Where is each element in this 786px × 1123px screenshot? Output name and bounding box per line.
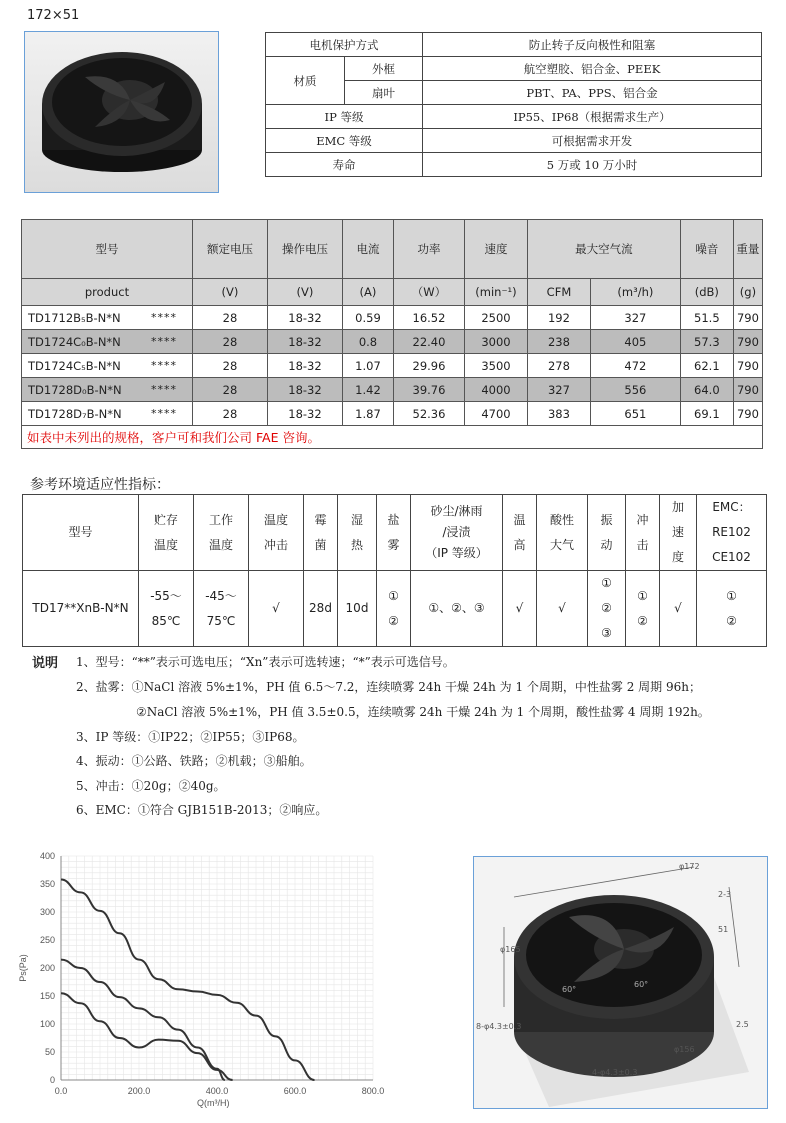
spec-label: 电机保护方式	[266, 33, 423, 57]
cell: 69.1	[680, 402, 733, 426]
model-cell: TD1724C₅B-N*N	[22, 354, 137, 378]
perf-header: 额定电压	[192, 220, 267, 279]
env-cell: √	[503, 571, 537, 647]
perf-row	[22, 402, 763, 426]
spec-label: EMC 等级	[266, 129, 423, 153]
spec-row	[266, 105, 762, 129]
cell: 405	[590, 330, 680, 354]
cell: 16.52	[393, 306, 464, 330]
cell: 327	[527, 378, 590, 402]
y-tick-label: 250	[39, 935, 55, 945]
perf-unit: (min⁻¹)	[464, 279, 527, 306]
dim-label: 60°	[562, 985, 577, 994]
cell: 28	[192, 306, 267, 330]
perf-header: 操作电压	[267, 220, 342, 279]
stars-cell: ****	[136, 402, 192, 426]
fan-image	[25, 32, 218, 192]
perf-unit: (m³/h)	[590, 279, 680, 306]
env-header: 酸性 大气	[537, 495, 588, 571]
cell: 39.76	[393, 378, 464, 402]
stars-cell: ****	[136, 306, 192, 330]
env-header-row	[23, 495, 767, 571]
pq-curve-chart	[14, 846, 394, 1116]
env-cell: 28d	[304, 571, 338, 647]
env-header: 砂尘/淋雨 /浸渍 （IP 等级）	[411, 495, 503, 571]
cell: 472	[590, 354, 680, 378]
note-line: 3、IP 等级：①IP22；②IP55；③IP68。	[76, 730, 305, 744]
perf-header: 电流	[342, 220, 393, 279]
env-header: 振 动	[588, 495, 626, 571]
spec-label: 寿命	[266, 153, 423, 177]
dim-label: φ165	[500, 945, 521, 954]
model-cell: TD1712B₅B-N*N	[22, 306, 137, 330]
env-cell: -55～ 85℃	[139, 571, 194, 647]
cell: 790	[733, 402, 762, 426]
fan-photo	[24, 31, 219, 193]
cell: 1.07	[342, 354, 393, 378]
y-tick-label: 400	[39, 851, 55, 861]
env-value-row	[23, 571, 767, 647]
x-tick-label: 800.0	[361, 1086, 385, 1096]
y-tick-label: 150	[39, 991, 55, 1001]
perf-header: 速度	[464, 220, 527, 279]
cell: 383	[527, 402, 590, 426]
perf-header: 最大空气流	[527, 220, 680, 279]
perf-units-row	[22, 279, 763, 306]
cell: 18-32	[267, 402, 342, 426]
env-section-title: 参考环境适应性指标：	[30, 477, 170, 493]
env-cell: ① ② ③	[588, 571, 626, 647]
note-line: 6、EMC：①符合 GJB151B-2013；②响应。	[76, 803, 328, 817]
cell: 57.3	[680, 330, 733, 354]
cell: 4000	[464, 378, 527, 402]
cell: 29.96	[393, 354, 464, 378]
perf-row	[22, 378, 763, 402]
env-header: 温 高	[503, 495, 537, 571]
dim-label: 60°	[634, 980, 649, 989]
y-tick-label: 200	[39, 963, 55, 973]
spec-value: 5 万或 10 万小时	[423, 153, 762, 177]
perf-unit: (V)	[267, 279, 342, 306]
y-tick-label: 100	[39, 1019, 55, 1029]
x-tick-label: 400.0	[205, 1086, 229, 1096]
perf-header: 重量	[733, 220, 762, 279]
dim-label: 51	[718, 925, 729, 934]
cell: 238	[527, 330, 590, 354]
env-header: 霉 菌	[304, 495, 338, 571]
notes-label: 说明	[32, 656, 59, 671]
env-cell: TD17**XnB-N*N	[23, 571, 139, 647]
y-tick-label: 300	[39, 907, 55, 917]
env-header: 温度 冲击	[249, 495, 304, 571]
note-line: 1、型号：“**”表示可选电压；“Xn”表示可选转速；“*”表示可选信号。	[76, 655, 455, 669]
cell: 1.87	[342, 402, 393, 426]
pq-curve	[61, 960, 225, 1080]
cell: 790	[733, 378, 762, 402]
cell: 28	[192, 402, 267, 426]
env-cell: ① ②	[697, 571, 767, 647]
spec-label: IP 等级	[266, 105, 423, 129]
cell: 18-32	[267, 330, 342, 354]
cell: 28	[192, 354, 267, 378]
perf-header: 型号	[22, 220, 193, 279]
cell: 4700	[464, 402, 527, 426]
cell: 51.5	[680, 306, 733, 330]
env-table	[22, 494, 767, 647]
spec-sublabel: 扇叶	[345, 81, 423, 105]
dimension-drawing	[473, 856, 768, 1109]
perf-unit: CFM	[527, 279, 590, 306]
cell: 790	[733, 330, 762, 354]
env-header: 冲 击	[626, 495, 660, 571]
cell: 2500	[464, 306, 527, 330]
stars-cell: ****	[136, 330, 192, 354]
env-cell: √	[249, 571, 304, 647]
perf-unit: （W）	[393, 279, 464, 306]
cell: 28	[192, 330, 267, 354]
spec-value: PBT、PA、PPS、铝合金	[423, 81, 762, 105]
footnote-row	[22, 426, 763, 449]
spec-sublabel: 外框	[345, 57, 423, 81]
perf-header: 噪音	[680, 220, 733, 279]
cell: 0.8	[342, 330, 393, 354]
dim-label: 8-φ4.3±0.3	[476, 1022, 522, 1031]
cell: 1.42	[342, 378, 393, 402]
env-cell: √	[537, 571, 588, 647]
model-cell: TD1728D₀B-N*N	[22, 378, 137, 402]
note-line: 5、冲击：①20g；②40g。	[76, 779, 226, 793]
env-cell: -45～ 75℃	[194, 571, 249, 647]
spec-value: 航空塑胶、铝合金、PEEK	[423, 57, 762, 81]
spec-label: 材质	[266, 57, 345, 105]
cell: 278	[527, 354, 590, 378]
cell: 3000	[464, 330, 527, 354]
cell: 0.59	[342, 306, 393, 330]
dimension-image	[474, 857, 767, 1108]
cell: 3500	[464, 354, 527, 378]
env-header: 型号	[23, 495, 139, 571]
x-tick-label: 0.0	[54, 1086, 68, 1096]
y-tick-label: 0	[49, 1075, 55, 1085]
env-cell: 10d	[338, 571, 377, 647]
dim-label: 2-3	[718, 890, 732, 899]
cell: 18-32	[267, 378, 342, 402]
note-line: 2、盐雾：①NaCl 溶液 5%±1%，PH 值 6.5～7.2，连续喷雾 24h 干燥 24h 为 1 个周期，中性盐雾 2 周期 96h；	[76, 680, 701, 694]
perf-header-row	[22, 220, 763, 279]
perf-unit: (g)	[733, 279, 762, 306]
env-cell: ①、②、③	[411, 571, 503, 647]
perf-header: 功率	[393, 220, 464, 279]
spec-row	[266, 129, 762, 153]
stars-cell: ****	[136, 378, 192, 402]
cell: 790	[733, 354, 762, 378]
spec-value: IP55、IP68（根据需求生产）	[423, 105, 762, 129]
cell: 790	[733, 306, 762, 330]
model-cell: TD1728D₇B-N*N	[22, 402, 137, 426]
dim-label: 2.5	[736, 1020, 749, 1029]
spec-value: 可根据需求开发	[423, 129, 762, 153]
cell: 651	[590, 402, 680, 426]
cell: 62.1	[680, 354, 733, 378]
env-header: 加 速 度	[660, 495, 697, 571]
dim-label: 4-φ4.3±0.3	[592, 1068, 638, 1077]
y-tick-label: 50	[44, 1047, 55, 1057]
env-header: 工作 温度	[194, 495, 249, 571]
spec-value: 防止转子反向极性和阻塞	[423, 33, 762, 57]
spec-row	[266, 33, 762, 57]
cell: 327	[590, 306, 680, 330]
env-cell: ① ②	[377, 571, 411, 647]
x-axis-label: Q(m³/H)	[197, 1098, 230, 1108]
dim-label: φ172	[679, 862, 700, 871]
cell: 28	[192, 378, 267, 402]
perf-unit: (dB)	[680, 279, 733, 306]
note-line: ②NaCl 溶液 5%±1%，PH 值 3.5±0.5，连续喷雾 24h 干燥 24h 为 1 个周期，酸性盐雾 4 周期 192h。	[136, 705, 710, 719]
note-line: 4、振动：①公路、铁路；②机载；③船舶。	[76, 754, 312, 768]
perf-unit: product	[22, 279, 193, 306]
perf-row	[22, 330, 763, 354]
spec-row	[266, 57, 762, 81]
x-tick-label: 600.0	[283, 1086, 307, 1096]
x-tick-label: 200.0	[127, 1086, 151, 1096]
env-header: 贮存 温度	[139, 495, 194, 571]
cell: 18-32	[267, 354, 342, 378]
model-cell: TD1724C₀B-N*N	[22, 330, 137, 354]
perf-unit: (A)	[342, 279, 393, 306]
y-tick-label: 350	[39, 879, 55, 889]
dim-label: φ156	[674, 1045, 695, 1054]
perf-row	[22, 306, 763, 330]
env-header: 湿 热	[338, 495, 377, 571]
env-cell: ① ②	[626, 571, 660, 647]
cell: 556	[590, 378, 680, 402]
pq-curve	[61, 880, 315, 1080]
env-cell: √	[660, 571, 697, 647]
y-axis-label: Ps(Pa)	[18, 954, 28, 982]
spec-table	[265, 32, 762, 177]
perf-unit: (V)	[192, 279, 267, 306]
cell: 64.0	[680, 378, 733, 402]
cell: 192	[527, 306, 590, 330]
model-size-title: 172×51	[27, 8, 80, 23]
perf-footnote: 如表中未列出的规格，客户可和我们公司 FAE 咨询。	[22, 426, 763, 449]
cell: 52.36	[393, 402, 464, 426]
env-header: 盐 雾	[377, 495, 411, 571]
cell: 18-32	[267, 306, 342, 330]
spec-row	[266, 153, 762, 177]
env-header: EMC： RE102 CE102	[697, 495, 767, 571]
cell: 22.40	[393, 330, 464, 354]
perf-row	[22, 354, 763, 378]
stars-cell: ****	[136, 354, 192, 378]
performance-table	[21, 219, 763, 449]
